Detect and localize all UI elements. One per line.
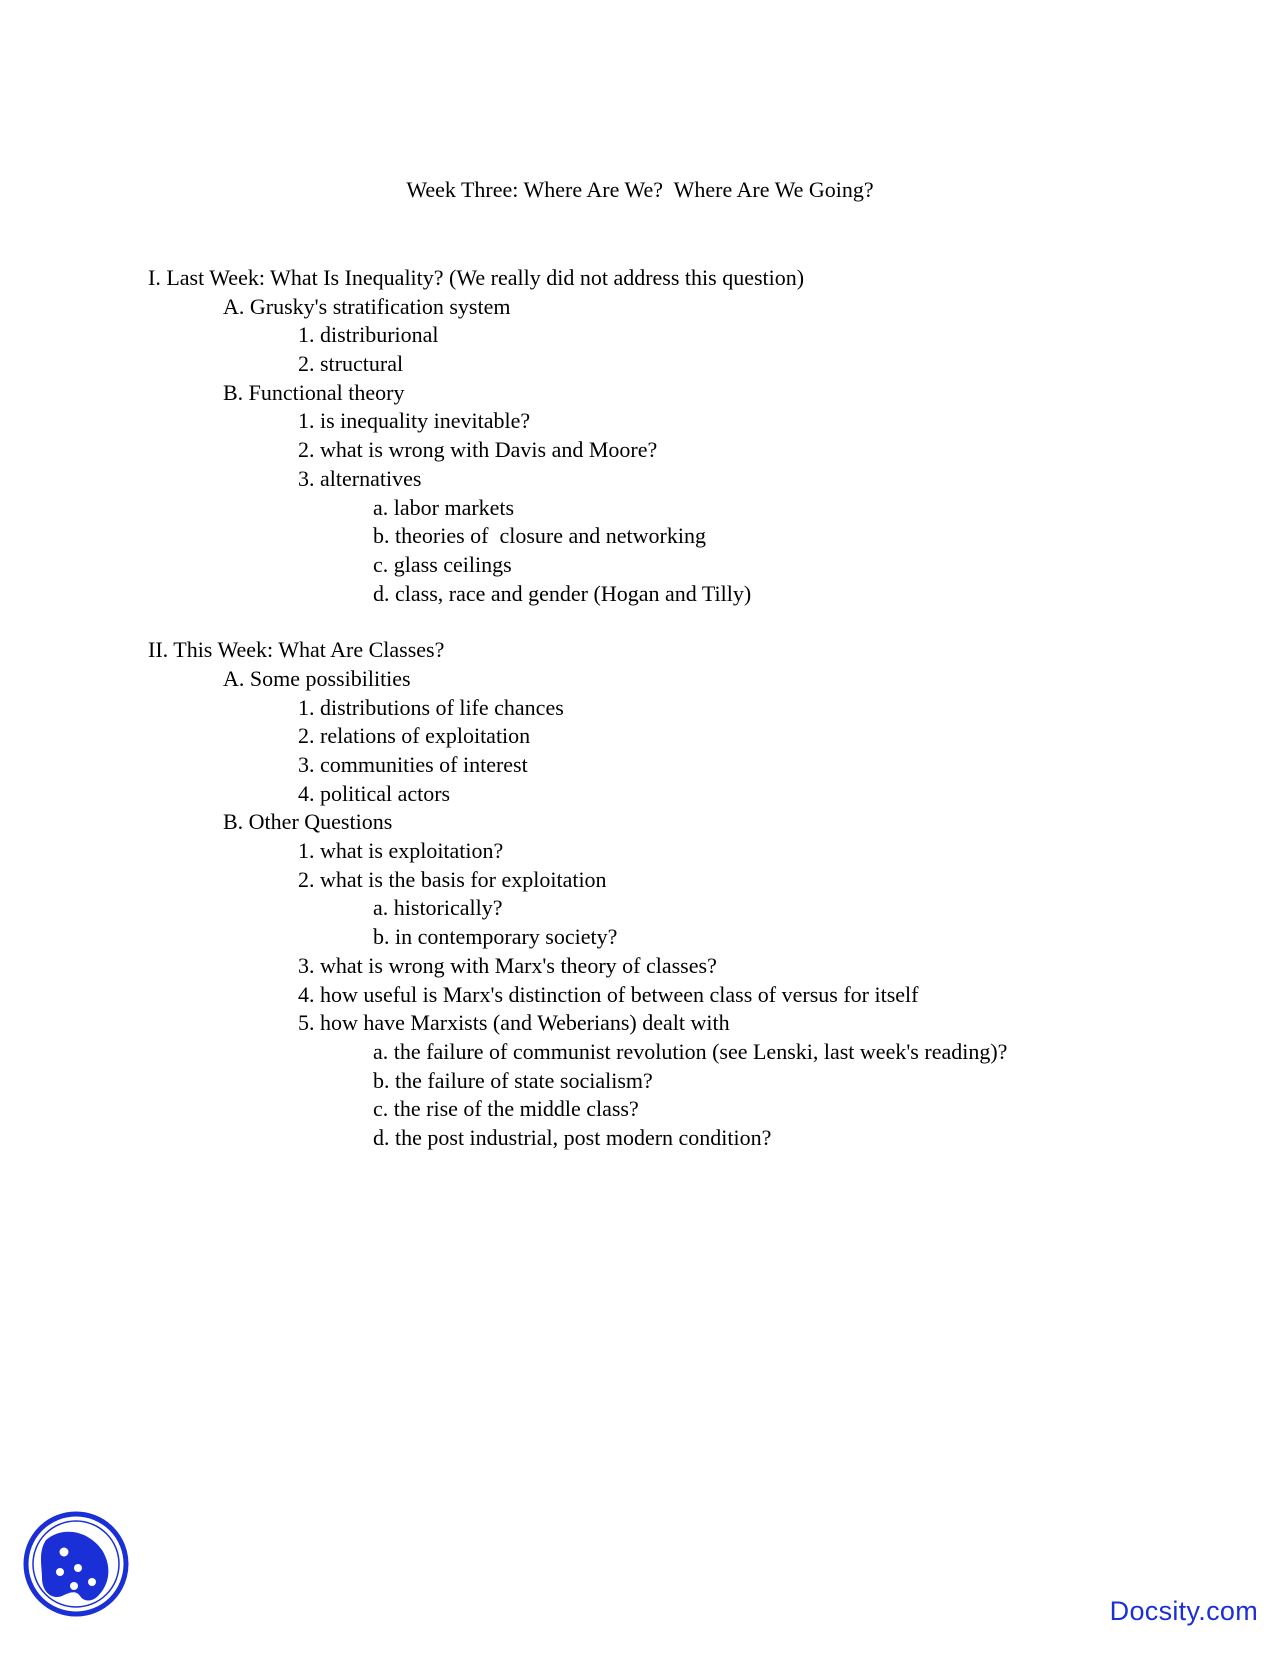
outline-item: 4. political actors [298, 780, 451, 806]
outline-item: d. the post industrial, post modern condition? [373, 1124, 772, 1150]
outline-item: 3. alternatives [298, 465, 422, 491]
outline-item: B. Functional theory [223, 379, 405, 405]
outline-item: a. historically? [373, 895, 503, 921]
docsity-logo-icon[interactable] [22, 1510, 130, 1618]
outline-item: 3. communities of interest [298, 752, 528, 777]
outline-item: 4. how useful is Marx's distinction of between class of versus for itself [298, 981, 919, 1007]
outline-item: A. Some possibilities [223, 665, 411, 691]
outline [148, 264, 1248, 1153]
outline-item: 2. what is the basis for exploitation [298, 866, 607, 892]
section-heading: II. This Week: What Are Classes? [148, 637, 445, 663]
section-gap [148, 608, 1248, 636]
outline-item: B. Other Questions [223, 809, 393, 835]
docsity-brand-link[interactable]: Docsity.com [1109, 1596, 1258, 1626]
outline-item: 2. relations of exploitation [298, 723, 531, 749]
outline-item: 2. what is wrong with Davis and Moore? [298, 437, 658, 463]
outline-item: 5. how have Marxists (and Weberians) dealt with [298, 1010, 730, 1036]
outline-item: c. glass ceilings [373, 551, 512, 577]
outline-item: 1. distributions of life chances [298, 694, 564, 720]
outline-item: 3. what is wrong with Marx's theory of classes? [298, 952, 717, 978]
outline-item: b. the failure of state socialism? [373, 1067, 653, 1093]
outline-item: a. the failure of communist revolution (see Lenski, last week's reading)? [373, 1038, 1008, 1064]
outline-item: 1. distriburional [298, 322, 439, 348]
outline-item: 1. is inequality inevitable? [298, 408, 531, 434]
outline-item: 1. what is exploitation? [298, 838, 504, 864]
outline-item: 2. structural [298, 351, 404, 377]
page-title: Week Three: Where Are We? Where Are We Going? [406, 177, 874, 202]
outline-item: b. in contemporary society? [373, 924, 618, 950]
outline-item: A. Grusky's stratification system [223, 293, 511, 319]
outline-item: c. the rise of the middle class? [373, 1096, 639, 1122]
outline-item: b. theories of closure and networking [373, 523, 706, 549]
outline-item: a. labor markets [373, 494, 515, 520]
outline-item: d. class, race and gender (Hogan and Tilly) [373, 580, 752, 606]
docsity-logo-svg [22, 1510, 130, 1618]
section-heading: I. Last Week: What Is Inequality? (We really did not address this question) [148, 265, 805, 290]
